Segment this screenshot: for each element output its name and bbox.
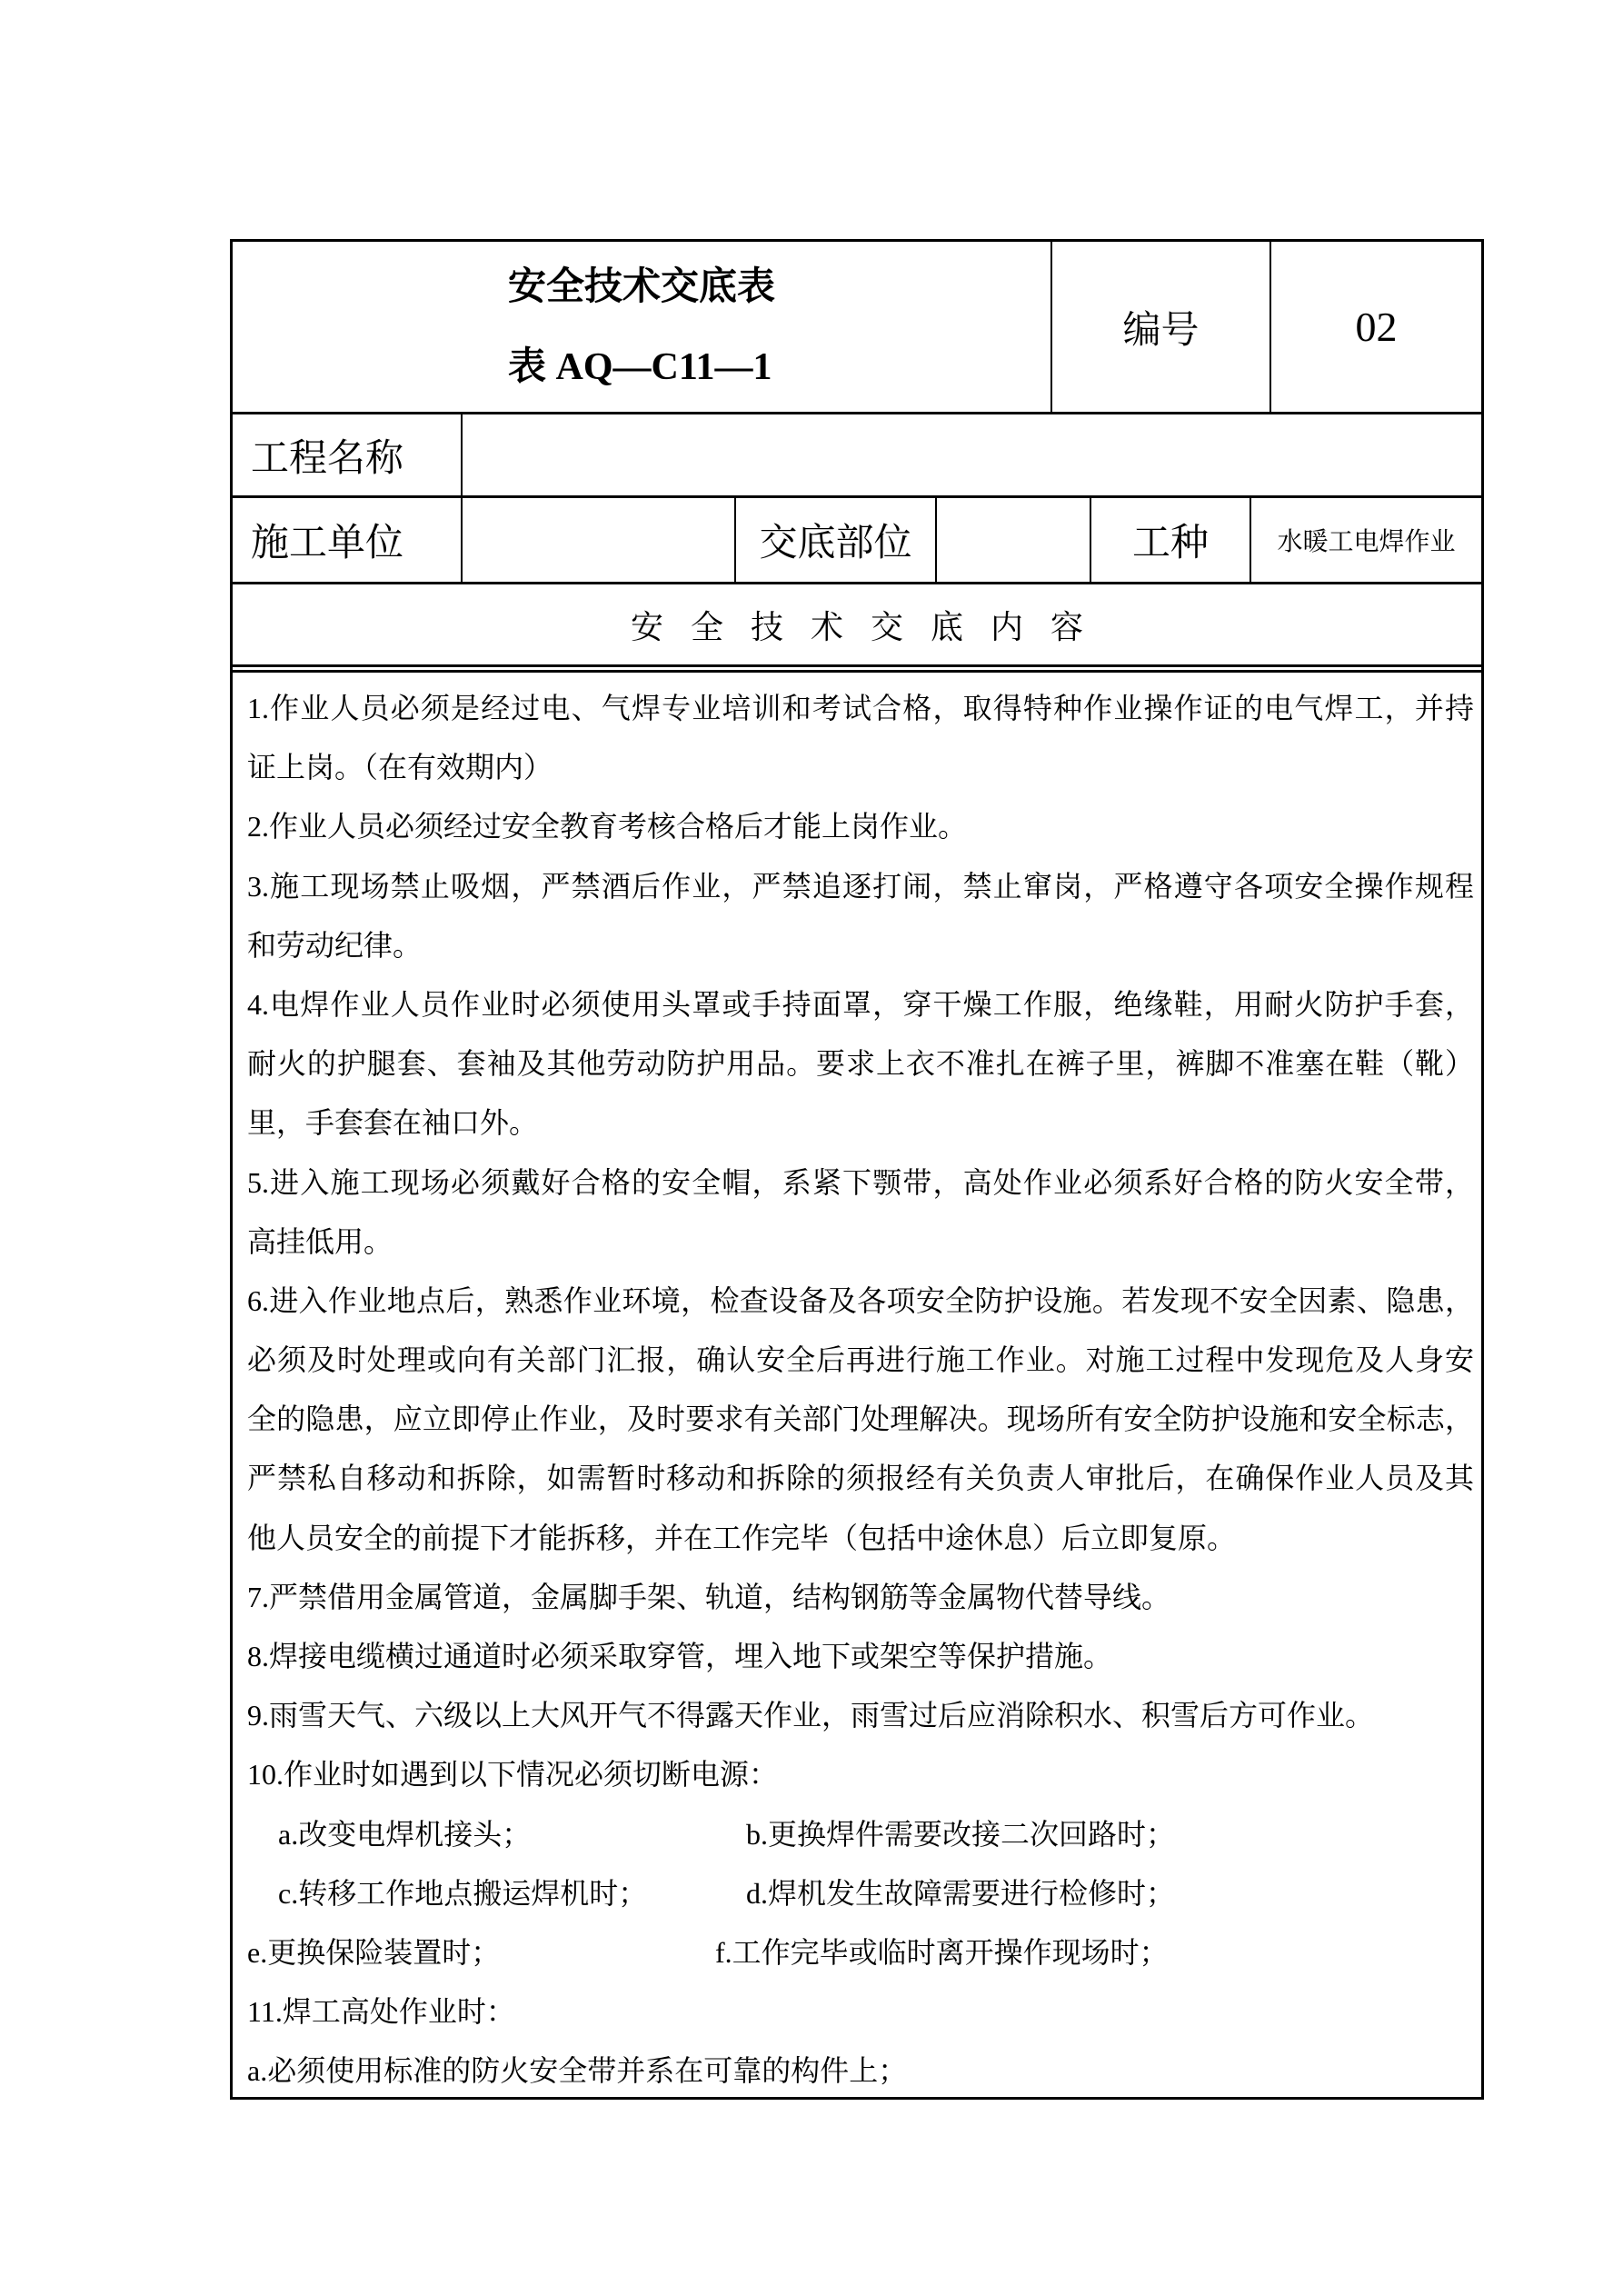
power-cut-item-d: d.焊机发生故障需要进行检修时； — [746, 1876, 1176, 1910]
content-line: 9.雨雪天气、六级以上大风开气不得露天作业，雨雪过后应消除积水、积雪后方可作业。 — [247, 1699, 1375, 1732]
content-line: 高挂低用。 — [247, 1224, 393, 1258]
content-line: 8.焊接电缆横过通道时必须采取穿管，埋入地下或架空等保护措施。 — [247, 1640, 1113, 1672]
header-row — [233, 242, 1481, 414]
content-line: 严禁私自移动和拆除，如需暂时移动和拆除的须报经有关负责人审批后，在确保作业人员及其 — [247, 1462, 1474, 1495]
content-line: 11.焊工高处作业时： — [247, 1995, 515, 2029]
form-title-cell — [233, 242, 1052, 412]
disclosure-part-value-cell — [937, 498, 1091, 582]
number-value-cell: 02 — [1355, 304, 1398, 350]
content-line: 和劳动纪律。 — [247, 928, 423, 962]
content-line: 3.施工现场禁止吸烟，严禁酒后作业，严禁追逐打闹，禁止窜岗，严格遵守各项安全操作规程 — [247, 869, 1474, 903]
content-line: 证上岗。（在有效期内） — [247, 751, 553, 784]
disclosure-part-label-cell: 交底部位 — [736, 498, 937, 582]
number-label-cell: 编号 — [1052, 242, 1271, 412]
content-line: 他人员安全的前提下才能拆移，并在工作完毕（包括中途休息）后立即复原。 — [247, 1521, 1237, 1554]
section-title: 安全技术交底内容 — [630, 608, 1110, 645]
power-cut-item-e: e.更换保险装置时； — [247, 1935, 501, 1969]
content-row — [233, 673, 1481, 2101]
safety-disclosure-table — [230, 239, 1484, 2100]
content-line: 4.电焊作业人员作业时必须使用头罩或手持面罩，穿干燥工作服，绝缘鞋，用耐火防护手套， — [247, 987, 1474, 1021]
form-title: 安全技术交底表 — [508, 265, 776, 308]
content-line: 里，手套套在袖口外。 — [247, 1106, 539, 1140]
content-line: 1.作业人员必须是经过电、气焊专业培训和考试合格，取得特种作业操作证的电气焊工，并持 — [247, 692, 1474, 724]
section-title-row — [233, 584, 1481, 673]
content-line: 7.严禁借用金属管道，金属脚手架、轨道，结构钢筋等金属物代替导线。 — [247, 1580, 1171, 1613]
construction-unit-row — [233, 498, 1481, 584]
power-cut-item-a: a.改变电焊机接头； — [278, 1817, 532, 1851]
content-line: 全的隐患，应立即停止作业，及时要求有关部门处理解决。现场所有安全防护设施和安全标志， — [247, 1403, 1474, 1436]
work-type-value-cell: 水暖工电焊作业 — [1277, 528, 1456, 556]
power-cut-item-f: f.工作完毕或临时离开操作现场时； — [715, 1935, 1169, 1969]
power-cut-item-c: c.转移工作地点搬运焊机时； — [278, 1876, 648, 1910]
power-cut-item-b: b.更换焊件需要改接二次回路时； — [746, 1817, 1176, 1851]
construction-unit-label-cell: 施工单位 — [233, 498, 463, 582]
content-line — [247, 1923, 1474, 1982]
content-line: 2.作业人员必须经过安全教育考核合格后才能上岗作业。 — [247, 810, 968, 844]
project-name-label-cell: 工程名称 — [233, 414, 463, 495]
content-line: a.必须使用标准的防火安全带并系在可靠的构件上； — [247, 2054, 908, 2088]
content-cell — [233, 673, 1481, 2101]
content-line: 10.作业时如遇到以下情况必须切断电源： — [247, 1758, 779, 1792]
project-name-value-cell — [463, 414, 1481, 495]
content-line: 5.进入施工现场必须戴好合格的安全帽，系紧下颚带，高处作业必须系好合格的防火安全带， — [247, 1165, 1474, 1199]
content-line — [247, 1805, 1474, 1864]
content-line: 6.进入作业地点后，熟悉作业环境，检查设备及各项安全防护设施。若发现不安全因素、隐患， — [247, 1283, 1474, 1317]
content-line: 耐火的护腿套、套袖及其他劳动防护用品。要求上衣不准扎在裤子里，裤脚不准塞在鞋（靴） — [247, 1047, 1474, 1081]
construction-unit-value-cell — [463, 498, 736, 582]
content-line — [247, 1864, 1474, 1923]
content-line: 必须及时处理或向有关部门汇报，确认安全后再进行施工作业。对施工过程中发现危及人身安 — [247, 1343, 1474, 1377]
work-type-label-cell: 工种 — [1091, 498, 1251, 582]
project-name-row — [233, 414, 1481, 498]
form-code: 表 AQ—C11—1 — [508, 345, 772, 388]
